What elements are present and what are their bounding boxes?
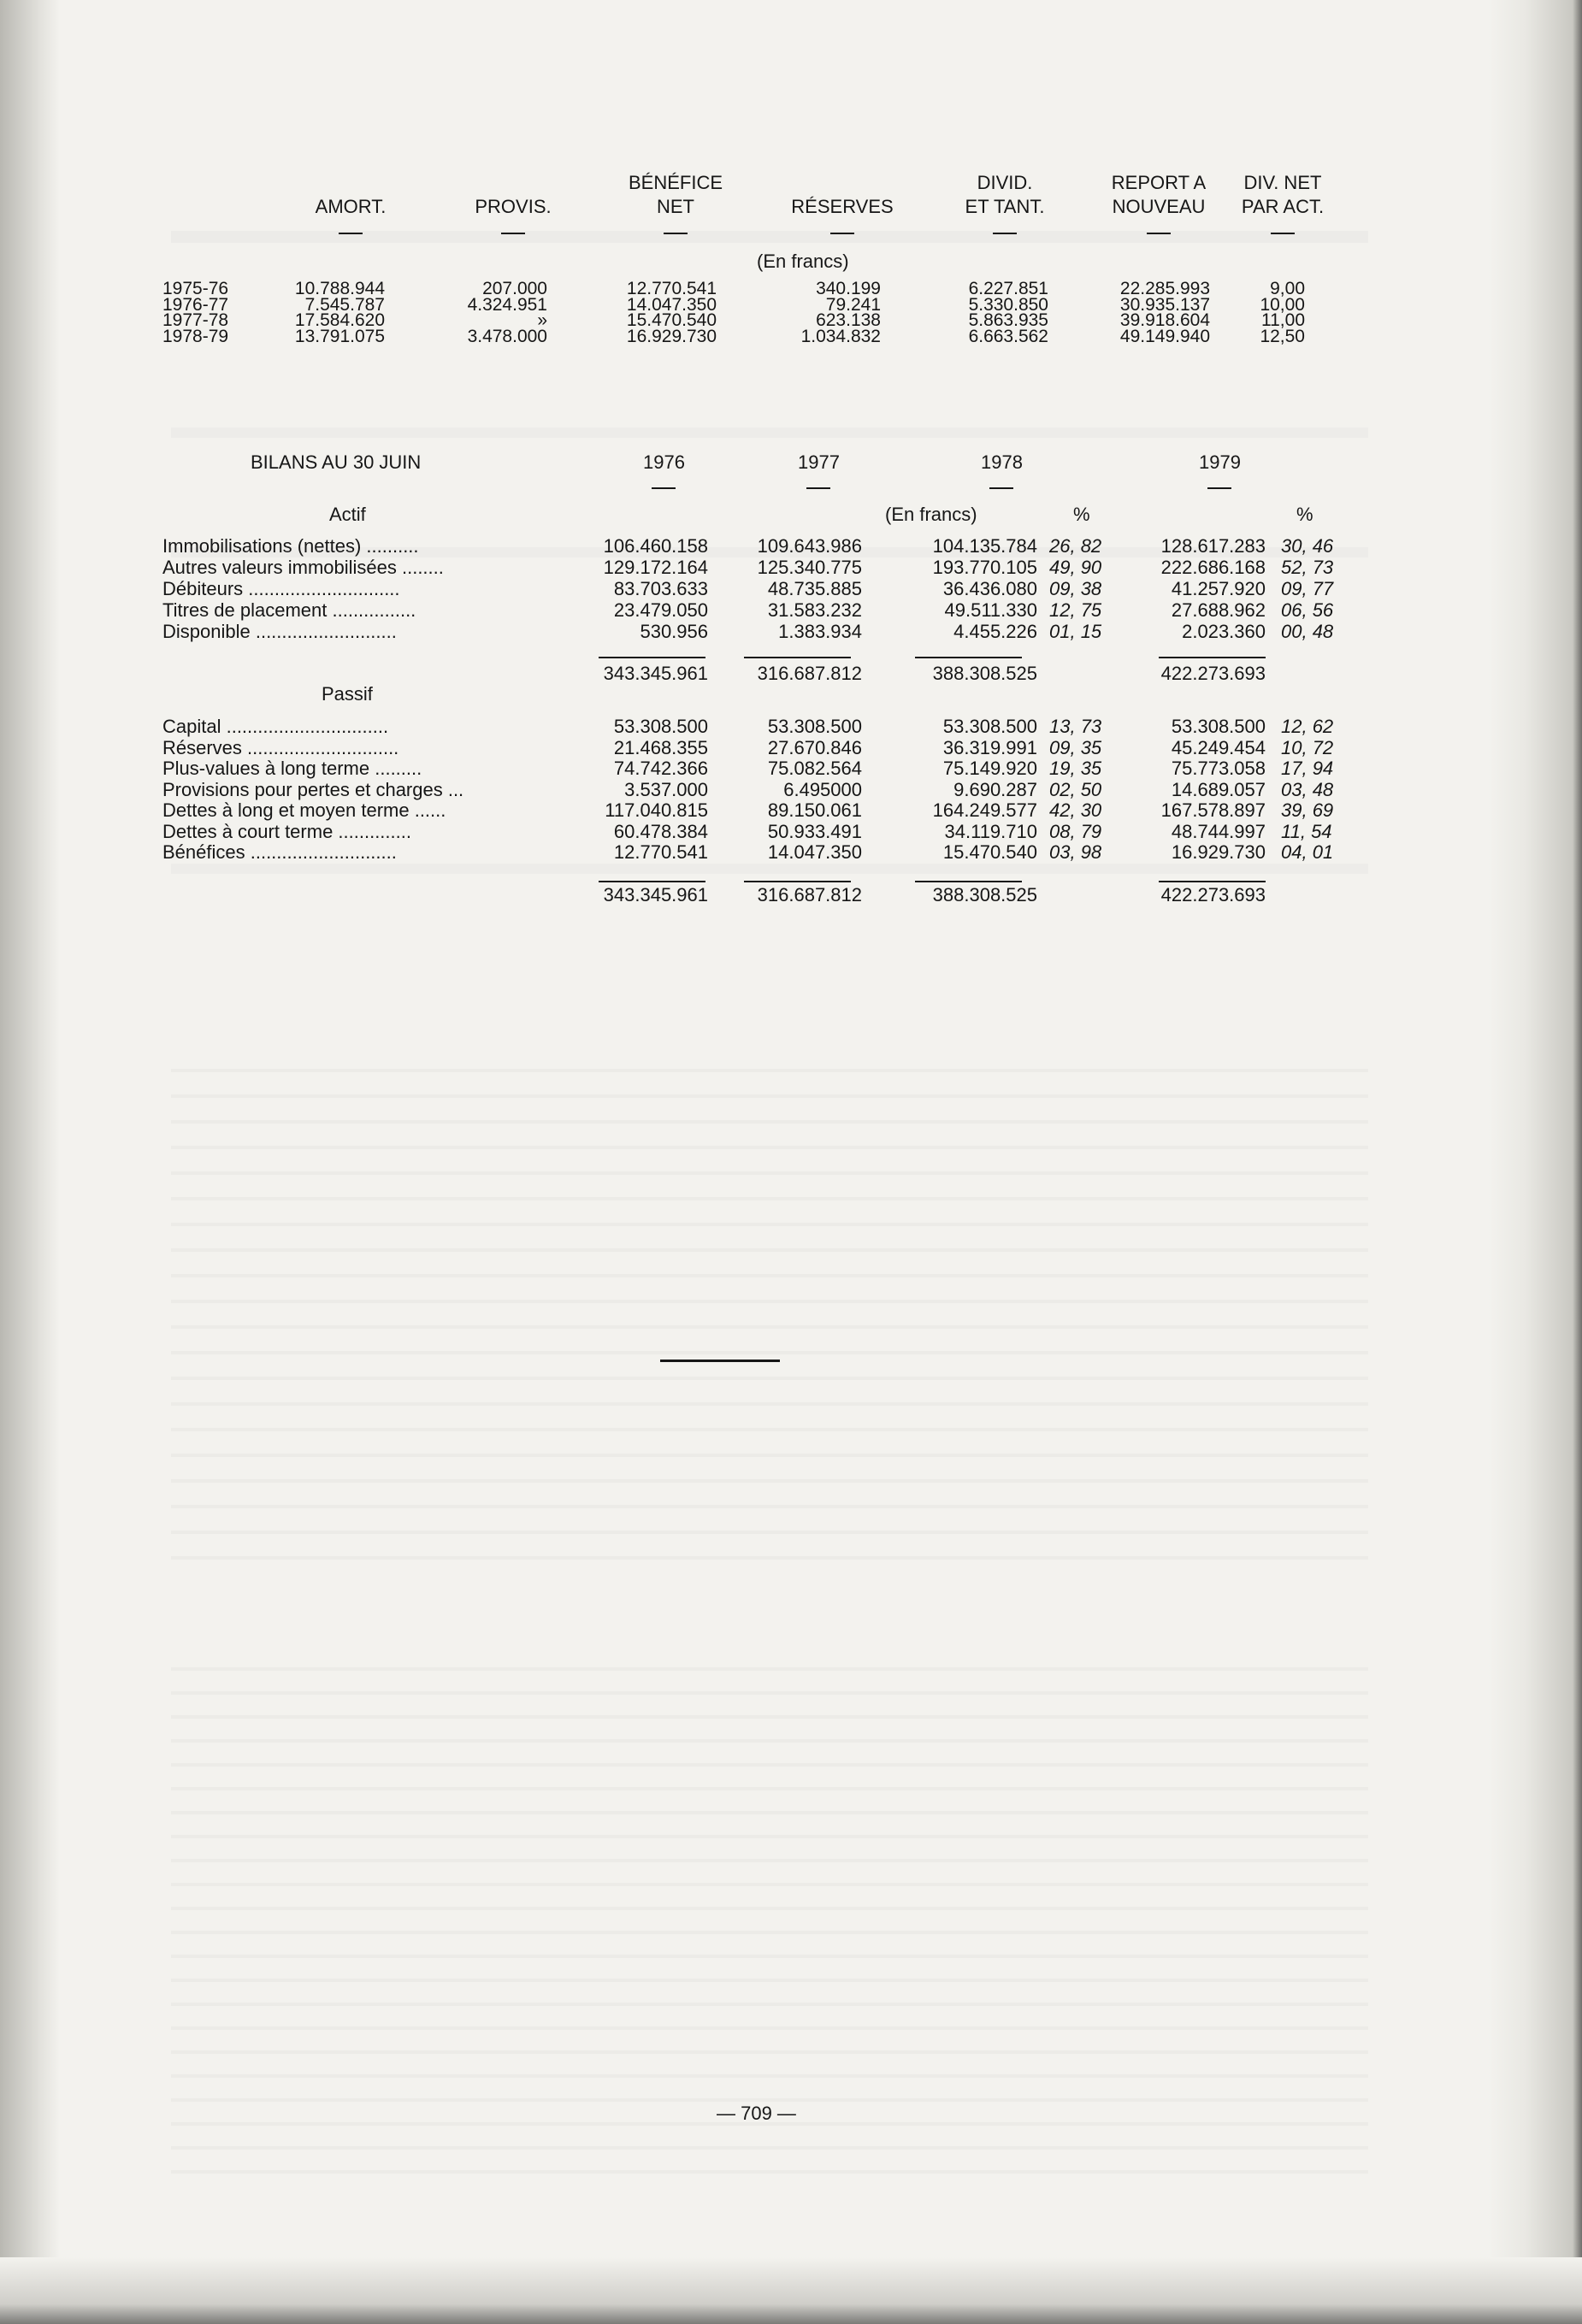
cell-pct-1978: 03, 98 bbox=[1049, 841, 1102, 863]
cell-1979: 16.929.730 bbox=[1171, 841, 1266, 863]
header-dash bbox=[1147, 233, 1171, 234]
cell-reserves: 1.034.832 bbox=[800, 326, 881, 346]
col-header-divid-1: DIVID. bbox=[977, 172, 1033, 193]
cell-provis: » bbox=[537, 310, 547, 330]
cell-1978: 36.436.080 bbox=[942, 578, 1037, 599]
cell-amort: 10.788.944 bbox=[294, 279, 385, 298]
cell-1977: 75.082.564 bbox=[767, 758, 862, 779]
cell-1976: 53.308.500 bbox=[613, 716, 708, 737]
header-dash bbox=[339, 233, 363, 234]
cell-divnet: 11,00 bbox=[1261, 310, 1305, 330]
cell-pct-1978: 12, 75 bbox=[1049, 599, 1102, 621]
cell-1979: 53.308.500 bbox=[1171, 716, 1266, 737]
header-dash bbox=[830, 233, 854, 234]
page-bottom-shadow bbox=[0, 2257, 1582, 2324]
year-1976: 1976 bbox=[643, 451, 685, 473]
row-label: Provisions pour pertes et charges ... bbox=[162, 778, 464, 800]
year-1977: 1977 bbox=[798, 451, 840, 473]
cell-amort: 7.545.787 bbox=[304, 294, 385, 315]
cell-1977: 89.150.061 bbox=[767, 799, 862, 821]
cell-1976: 12.770.541 bbox=[613, 841, 708, 863]
total-rule bbox=[1159, 881, 1266, 882]
cell-pct-1979: 39, 69 bbox=[1281, 799, 1334, 821]
cell-1978: 9.690.287 bbox=[953, 778, 1037, 800]
year-1978: 1978 bbox=[981, 451, 1023, 473]
section-separator bbox=[660, 1360, 780, 1362]
row-year: 1975-76 bbox=[162, 279, 229, 298]
row-label: Disponible ........................... bbox=[162, 621, 397, 642]
passif-heading: Passif bbox=[322, 683, 373, 705]
unit-label: (En francs) bbox=[757, 251, 849, 272]
cell-provis: 207.000 bbox=[482, 279, 547, 298]
actif-heading: Actif bbox=[329, 504, 366, 525]
cell-1979: 48.744.997 bbox=[1171, 820, 1266, 842]
balance-title: BILANS AU 30 JUIN bbox=[251, 451, 422, 473]
cell-divid: 6.663.562 bbox=[968, 326, 1048, 346]
col-header-divid-2: ET TANT. bbox=[965, 196, 1045, 217]
col-header-reserves: RÉSERVES bbox=[791, 196, 894, 217]
cell-pct-1979: 30, 46 bbox=[1281, 535, 1334, 557]
cell-1978: 4.455.226 bbox=[953, 621, 1037, 642]
cell-benefice: 15.470.540 bbox=[626, 310, 717, 330]
cell-1977: 48.735.885 bbox=[767, 578, 862, 599]
cell-benefice: 14.047.350 bbox=[626, 294, 717, 315]
row-label: Autres valeurs immobilisées ........ bbox=[162, 557, 444, 578]
cell-1976: 106.460.158 bbox=[603, 535, 708, 557]
cell-reserves: 79.241 bbox=[825, 294, 881, 315]
total-rule bbox=[1159, 657, 1266, 658]
cell-1979: 2.023.360 bbox=[1182, 621, 1266, 642]
cell-1978: 53.308.500 bbox=[942, 716, 1037, 737]
col-header-provis: PROVIS. bbox=[475, 196, 552, 217]
row-label: Titres de placement ................ bbox=[162, 599, 416, 621]
header-dash bbox=[993, 233, 1017, 234]
cell-pct-1979: 09, 77 bbox=[1281, 578, 1334, 599]
row-year: 1978-79 bbox=[162, 326, 229, 346]
cell-1978: 34.119.710 bbox=[944, 820, 1037, 842]
cell-divid: 6.227.851 bbox=[968, 279, 1048, 298]
cell-pct-1978: 09, 38 bbox=[1049, 578, 1102, 599]
cell-pct-1979: 06, 56 bbox=[1281, 599, 1334, 621]
cell-1979: 167.578.897 bbox=[1160, 799, 1266, 821]
cell-1978: 15.470.540 bbox=[942, 841, 1037, 863]
cell-1979: 128.617.283 bbox=[1160, 535, 1266, 557]
cell-1977: 14.047.350 bbox=[767, 841, 862, 863]
cell-reserves: 340.199 bbox=[816, 279, 881, 298]
total-rule bbox=[599, 657, 705, 658]
cell-divid: 5.863.935 bbox=[968, 310, 1048, 330]
actif-total-1977: 316.687.812 bbox=[757, 663, 862, 684]
year-1979: 1979 bbox=[1199, 451, 1241, 473]
row-label: Débiteurs ............................. bbox=[162, 578, 400, 599]
cell-1978: 36.319.991 bbox=[942, 736, 1037, 758]
passif-total-1979: 422.273.693 bbox=[1160, 884, 1266, 905]
page-edge-shadow bbox=[1488, 0, 1582, 2324]
row-label: Plus-values à long terme ......... bbox=[162, 758, 422, 779]
cell-1977: 31.583.232 bbox=[767, 599, 862, 621]
cell-pct-1978: 49, 90 bbox=[1049, 557, 1102, 578]
cell-pct-1979: 04, 01 bbox=[1281, 841, 1334, 863]
page-spine-shadow bbox=[0, 0, 60, 2324]
cell-1976: 60.478.384 bbox=[613, 820, 708, 842]
cell-1979: 75.773.058 bbox=[1171, 758, 1266, 779]
pct-header-1979: % bbox=[1296, 504, 1313, 525]
row-label: Capital ............................... bbox=[162, 716, 389, 737]
year-dash bbox=[989, 487, 1013, 489]
cell-amort: 13.791.075 bbox=[294, 326, 385, 346]
row-label: Dettes à court terme .............. bbox=[162, 820, 411, 842]
pct-header-1978: % bbox=[1073, 504, 1090, 525]
cell-1978: 104.135.784 bbox=[932, 535, 1037, 557]
col-header-benefice-1: BÉNÉFICE bbox=[628, 172, 723, 193]
cell-benefice: 16.929.730 bbox=[626, 326, 717, 346]
passif-total-1977: 316.687.812 bbox=[757, 884, 862, 905]
cell-provis: 3.478.000 bbox=[467, 326, 547, 346]
cell-provis: 4.324.951 bbox=[467, 294, 547, 315]
cell-1979: 45.249.454 bbox=[1171, 736, 1266, 758]
total-rule bbox=[915, 881, 1022, 882]
cell-pct-1978: 19, 35 bbox=[1049, 758, 1102, 779]
actif-total-1978: 388.308.525 bbox=[932, 663, 1037, 684]
cell-pct-1979: 52, 73 bbox=[1281, 557, 1334, 578]
cell-pct-1979: 03, 48 bbox=[1281, 778, 1334, 800]
cell-1978: 164.249.577 bbox=[932, 799, 1037, 821]
col-header-report-2: NOUVEAU bbox=[1112, 196, 1206, 217]
row-label: Immobilisations (nettes) .......... bbox=[162, 535, 419, 557]
cell-1977: 6.495000 bbox=[783, 778, 862, 800]
cell-report: 30.935.137 bbox=[1119, 294, 1210, 315]
cell-1979: 222.686.168 bbox=[1160, 557, 1266, 578]
cell-report: 49.149.940 bbox=[1119, 326, 1210, 346]
cell-1977: 53.308.500 bbox=[767, 716, 862, 737]
cell-benefice: 12.770.541 bbox=[626, 279, 717, 298]
year-dash bbox=[652, 487, 676, 489]
actif-total-1976: 343.345.961 bbox=[603, 663, 708, 684]
cell-pct-1978: 08, 79 bbox=[1049, 820, 1102, 842]
cell-report: 39.918.604 bbox=[1119, 310, 1210, 330]
cell-1979: 27.688.962 bbox=[1171, 599, 1266, 621]
cell-1976: 3.537.000 bbox=[624, 778, 708, 800]
total-rule bbox=[744, 657, 851, 658]
cell-pct-1979: 17, 94 bbox=[1281, 758, 1334, 779]
year-dash bbox=[806, 487, 830, 489]
cell-divnet: 9,00 bbox=[1270, 279, 1305, 298]
cell-pct-1978: 13, 73 bbox=[1049, 716, 1102, 737]
cell-pct-1979: 00, 48 bbox=[1281, 621, 1334, 642]
cell-pct-1978: 09, 35 bbox=[1049, 736, 1102, 758]
col-header-benefice-2: NET bbox=[657, 196, 694, 217]
col-header-divnet-1: DIV. NET bbox=[1243, 172, 1322, 193]
cell-1978: 193.770.105 bbox=[932, 557, 1037, 578]
page-number: — 709 — bbox=[717, 2103, 796, 2124]
cell-pct-1978: 26, 82 bbox=[1049, 535, 1102, 557]
cell-divnet: 12,50 bbox=[1260, 326, 1305, 346]
cell-pct-1979: 10, 72 bbox=[1281, 736, 1334, 758]
row-label: Bénéfices ............................ bbox=[162, 841, 397, 863]
cell-1977: 27.670.846 bbox=[767, 736, 862, 758]
cell-1976: 23.479.050 bbox=[613, 599, 708, 621]
cell-1979: 41.257.920 bbox=[1171, 578, 1266, 599]
cell-1977: 50.933.491 bbox=[767, 820, 862, 842]
header-dash bbox=[664, 233, 688, 234]
balance-unit-label: (En francs) bbox=[885, 504, 977, 525]
cell-report: 22.285.993 bbox=[1119, 279, 1210, 298]
cell-pct-1979: 12, 62 bbox=[1281, 716, 1334, 737]
cell-pct-1978: 02, 50 bbox=[1049, 778, 1102, 800]
cell-1978: 49.511.330 bbox=[944, 599, 1037, 621]
total-rule bbox=[915, 657, 1022, 658]
row-year: 1977-78 bbox=[162, 310, 229, 330]
row-label: Dettes à long et moyen terme ...... bbox=[162, 799, 446, 821]
passif-total-1978: 388.308.525 bbox=[932, 884, 1037, 905]
col-header-report-1: REPORT A bbox=[1111, 172, 1207, 193]
cell-1979: 14.689.057 bbox=[1171, 778, 1266, 800]
cell-1977: 1.383.934 bbox=[778, 621, 862, 642]
col-header-divnet-2: PAR ACT. bbox=[1241, 196, 1325, 217]
cell-1978: 75.149.920 bbox=[942, 758, 1037, 779]
row-label: Réserves ............................. bbox=[162, 736, 399, 758]
cell-1977: 109.643.986 bbox=[757, 535, 862, 557]
cell-1976: 530.956 bbox=[640, 621, 708, 642]
cell-1976: 74.742.366 bbox=[613, 758, 708, 779]
col-header-amort: AMORT. bbox=[315, 196, 387, 217]
passif-total-1976: 343.345.961 bbox=[603, 884, 708, 905]
cell-amort: 17.584.620 bbox=[294, 310, 385, 330]
cell-1976: 129.172.164 bbox=[603, 557, 708, 578]
cell-1976: 117.040.815 bbox=[605, 799, 708, 821]
cell-pct-1979: 11, 54 bbox=[1281, 820, 1332, 842]
cell-1977: 125.340.775 bbox=[757, 557, 862, 578]
total-rule bbox=[599, 881, 705, 882]
cell-pct-1978: 01, 15 bbox=[1049, 621, 1102, 642]
cell-divid: 5.330.850 bbox=[968, 294, 1048, 315]
header-dash bbox=[1271, 233, 1295, 234]
cell-reserves: 623.138 bbox=[816, 310, 881, 330]
cell-1976: 83.703.633 bbox=[613, 578, 708, 599]
row-year: 1976-77 bbox=[162, 294, 229, 315]
total-rule bbox=[744, 881, 851, 882]
cell-1976: 21.468.355 bbox=[613, 736, 708, 758]
year-dash bbox=[1207, 487, 1231, 489]
cell-pct-1978: 42, 30 bbox=[1049, 799, 1102, 821]
actif-total-1979: 422.273.693 bbox=[1160, 663, 1266, 684]
header-dash bbox=[501, 233, 525, 234]
cell-divnet: 10,00 bbox=[1260, 294, 1305, 315]
